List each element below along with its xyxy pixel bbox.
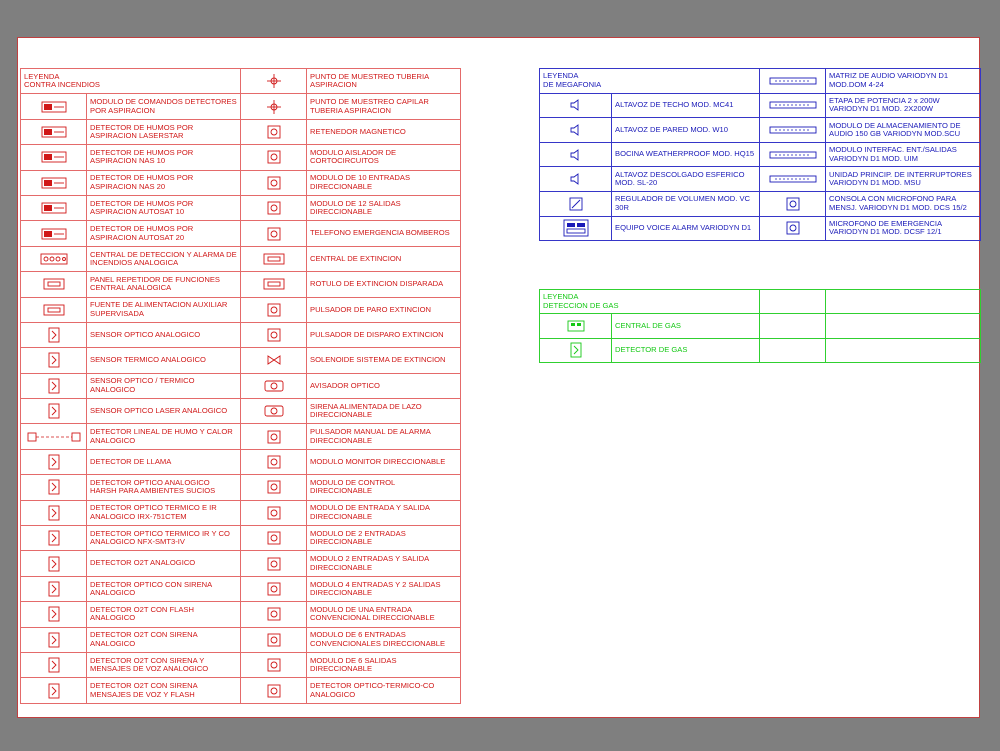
empty-cell	[826, 314, 981, 338]
gas-detector-icon	[540, 338, 612, 362]
legend-label: MODULO 4 ENTRADAS Y 2 SALIDAS DIRECCIONABLE	[307, 576, 461, 601]
legend-label: MODULO DE CONTROL DIRECCIONABLE	[307, 475, 461, 500]
legend-label: UNIDAD PRINCIP. DE INTERRUPTORES VARIODYN D1 MOD. MSU	[826, 167, 981, 192]
legend-label: SENSOR OPTICO LASER ANALOGICO	[87, 399, 241, 424]
o2t-flash-detector-icon	[21, 602, 87, 627]
legend-label: MODULO INTERFAC. ENT./SALIDAS VARIODYN D1 MOD. UIM	[826, 142, 981, 167]
optical-thermal-co-icon	[241, 678, 307, 703]
legend-label: DETECTOR DE HUMOS POR ASPIRACION LASERSTAR	[87, 119, 241, 144]
thermal-sensor-icon	[21, 348, 87, 373]
nas20-detector-icon	[21, 170, 87, 195]
output12-module-icon	[241, 195, 307, 220]
gas-legend-table	[539, 289, 981, 363]
empty-cell	[760, 290, 826, 314]
legend-label: CENTRAL DE DETECCION Y ALARMA DE INCENDIOS ANALOGICA	[87, 246, 241, 271]
fire-legend-table	[20, 68, 461, 704]
power-stage-icon	[760, 93, 826, 118]
legend-label: SENSOR OPTICO ANALOGICO	[87, 322, 241, 347]
volume-regulator-icon	[540, 191, 612, 216]
capillary-sampling-point-icon	[241, 94, 307, 119]
legend-label: DETECTOR O2T ANALOGICO	[87, 551, 241, 576]
legend-label: MODULO DE 2 ENTRADAS DIRECCIONABLE	[307, 526, 461, 551]
legend-label: EQUIPO VOICE ALARM VARIODYN D1	[612, 216, 760, 241]
legend-label: PULSADOR DE DISPARO EXTINCION	[307, 322, 461, 347]
input2-module-icon	[241, 526, 307, 551]
legend-label: MODULO DE 6 SALIDAS DIRECCIONABLE	[307, 652, 461, 677]
io2-module-icon	[241, 551, 307, 576]
firefighter-phone-icon	[241, 221, 307, 246]
legend-label: CONSOLA CON MICROFONO PARA MENSJ. VARIODYN D1 MOD. DCS 15/2	[826, 191, 981, 216]
empty-cell	[826, 290, 981, 314]
io4-2-module-icon	[241, 576, 307, 601]
legend-label: MODULO DE 6 ENTRADAS CONVENCIONALES DIRECCIONABLE	[307, 627, 461, 652]
interface-module-icon	[760, 142, 826, 167]
siren-detector-icon	[21, 576, 87, 601]
legend-label: DETECTOR OPTICO-TERMICO-CO ANALOGICO	[307, 678, 461, 703]
legend-label: DETECTOR O2T CON SIRENA ANALOGICO	[87, 627, 241, 652]
legend-label: DETECTOR OPTICO CON SIRENA ANALOGICO	[87, 576, 241, 601]
legend-label: DETECTOR OPTICO ANALOGICO HARSH PARA AMBIENTES SUCIOS	[87, 475, 241, 500]
legend-label: REGULADOR DE VOLUMEN MOD. VC 30R	[612, 191, 760, 216]
legend-label: FUENTE DE ALIMENTACION AUXILIAR SUPERVISADA	[87, 297, 241, 322]
audio-matrix-icon	[760, 69, 826, 94]
legend-label: DETECTOR DE GAS	[612, 338, 760, 362]
extinction-panel-icon	[241, 246, 307, 271]
conventional-input-module-icon	[241, 602, 307, 627]
legend-label: DETECTOR OPTICO TERMICO IR Y CO ANALOGICO NFX-SMT3-IV	[87, 526, 241, 551]
optical-warning-icon	[241, 373, 307, 398]
microphone-console-icon	[760, 191, 826, 216]
analog-panel-icon	[21, 246, 87, 271]
legend-label: ALTAVOZ DE PARED MOD. W10	[612, 118, 760, 143]
emergency-mic-icon	[760, 216, 826, 241]
trigger-button-icon	[241, 322, 307, 347]
io-module-icon	[241, 500, 307, 525]
harsh-detector-icon	[21, 475, 87, 500]
legend-label: PUNTO DE MUESTREO CAPILAR TUBERIA ASPIRACION	[307, 94, 461, 119]
o2t-voice-flash-detector-icon	[21, 678, 87, 703]
output6-module-icon	[241, 652, 307, 677]
legend-label: MODULO DE ENTRADA Y SALIDA DIRECCIONABLE	[307, 500, 461, 525]
magnetic-retainer-icon	[241, 119, 307, 144]
legend-label: DETECTOR DE HUMOS POR ASPIRACION NAS 10	[87, 145, 241, 170]
wall-speaker-icon	[540, 118, 612, 143]
legend-label: DETECTOR DE LLAMA	[87, 449, 241, 474]
empty-cell	[826, 338, 981, 362]
legend-label: ROTULO DE EXTINCION DISPARADA	[307, 272, 461, 297]
drawing-sheet	[17, 37, 980, 718]
empty-cell	[760, 338, 826, 362]
optical-sensor-icon	[21, 322, 87, 347]
legend-label: MODULO DE ALMACENAMIENTO DE AUDIO 150 GB VARIODYN MOD.SCU	[826, 118, 981, 143]
legend-label: MODULO DE COMANDOS DETECTORES POR ASPIRACION	[87, 94, 241, 119]
co-detector-icon	[21, 526, 87, 551]
legend-label: PULSADOR DE PARO EXTINCION	[307, 297, 461, 322]
manual-call-point-icon	[241, 424, 307, 449]
legend-label: DETECTOR O2T CON SIRENA MENSAJES DE VOZ Y FLASH	[87, 678, 241, 703]
control-module-icon	[241, 475, 307, 500]
legend-label: DETECTOR O2T CON FLASH ANALOGICO	[87, 602, 241, 627]
beam-detector-icon	[21, 424, 87, 449]
conventional-input6-module-icon	[241, 627, 307, 652]
loop-siren-icon	[241, 399, 307, 424]
solenoid-icon	[241, 348, 307, 373]
extinction-sign-icon	[241, 272, 307, 297]
repeater-panel-icon	[21, 272, 87, 297]
legend-label: PULSADOR MANUAL DE ALARMA DIRECCIONABLE	[307, 424, 461, 449]
legend-label: MATRIZ DE AUDIO VARIODYN D1 MOD.DOM 4-24	[826, 69, 981, 94]
legend-label: SENSOR TERMICO ANALOGICO	[87, 348, 241, 373]
legend-label: CENTRAL DE EXTINCION	[307, 246, 461, 271]
laser-aspiration-detector-icon	[21, 119, 87, 144]
legend-label: TELEFONO EMERGENCIA BOMBEROS	[307, 221, 461, 246]
nas10-detector-icon	[21, 145, 87, 170]
legend-label: AVISADOR OPTICO	[307, 373, 461, 398]
gas-panel-icon	[540, 314, 612, 338]
legend-label: DETECTOR O2T CON SIRENA Y MENSAJES DE VOZ ANALOGICO	[87, 652, 241, 677]
o2t-voice-detector-icon	[21, 652, 87, 677]
legend-label: SIRENA ALIMENTADA DE LAZO DIRECCIONABLE	[307, 399, 461, 424]
monitor-module-icon	[241, 449, 307, 474]
legend-label: CENTRAL DE GAS	[612, 314, 760, 338]
legend-label: SOLENOIDE SISTEMA DE EXTINCION	[307, 348, 461, 373]
legend-label: DETECTOR OPTICO TERMICO E IR ANALOGICO IRX-751CTEM	[87, 500, 241, 525]
input10-module-icon	[241, 170, 307, 195]
legend-label: MODULO AISLADOR DE CORTOCIRCUITOS	[307, 145, 461, 170]
megafonia-legend-title: LEYENDA DE MEGAFONIA	[540, 69, 760, 94]
o2t-siren-detector-icon	[21, 627, 87, 652]
empty-cell	[760, 314, 826, 338]
module-command-icon	[21, 94, 87, 119]
short-circuit-isolator-icon	[241, 145, 307, 170]
legend-label: ALTAVOZ DE TECHO MOD. MC41	[612, 93, 760, 118]
fire-legend-title: LEYENDA CONTRA INCENDIOS	[21, 69, 241, 94]
legend-label: BOCINA WEATHERPROOF MOD. HQ15	[612, 142, 760, 167]
gas-legend-title: LEYENDA DETECCION DE GAS	[540, 290, 760, 314]
legend-label: SENSOR OPTICO / TERMICO ANALOGICO	[87, 373, 241, 398]
storage-module-icon	[760, 118, 826, 143]
legend-label: MODULO DE 10 ENTRADAS DIRECCIONABLE	[307, 170, 461, 195]
o2t-detector-icon	[21, 551, 87, 576]
optical-thermal-sensor-icon	[21, 373, 87, 398]
legend-label: PANEL REPETIDOR DE FUNCIONES CENTRAL ANALOGICA	[87, 272, 241, 297]
flame-detector-icon	[21, 449, 87, 474]
autosat10-detector-icon	[21, 195, 87, 220]
breaker-unit-icon	[760, 167, 826, 192]
legend-label: DETECTOR DE HUMOS POR ASPIRACION AUTOSAT 20	[87, 221, 241, 246]
legend-label: MICROFONO DE EMERGENCIA VARIODYN D1 MOD. DCSF 12/1	[826, 216, 981, 241]
autosat20-detector-icon	[21, 221, 87, 246]
laser-sensor-icon	[21, 399, 87, 424]
power-supply-icon	[21, 297, 87, 322]
legend-label: MODULO MONITOR DIRECCIONABLE	[307, 449, 461, 474]
legend-label: DETECTOR LINEAL DE HUMO Y CALOR ANALOGICO	[87, 424, 241, 449]
megafonia-legend-table	[539, 68, 981, 241]
ir-detector-icon	[21, 500, 87, 525]
ceiling-speaker-icon	[540, 93, 612, 118]
sampling-point-icon	[241, 69, 307, 94]
legend-label: DETECTOR DE HUMOS POR ASPIRACION AUTOSAT 10	[87, 195, 241, 220]
voice-alarm-icon	[540, 216, 612, 241]
legend-label: DETECTOR DE HUMOS POR ASPIRACION NAS 20	[87, 170, 241, 195]
legend-label: ETAPA DE POTENCIA 2 x 200W VARIODYN D1 MOD. 2X200W	[826, 93, 981, 118]
legend-label: PUNTO DE MUESTREO TUBERIA ASPIRACION	[307, 69, 461, 94]
legend-label: RETENEDOR MAGNETICO	[307, 119, 461, 144]
legend-label: MODULO DE UNA ENTRADA CONVENCIONAL DIRECCIONABLE	[307, 602, 461, 627]
legend-label: MODULO DE 12 SALIDAS DIRECCIONABLE	[307, 195, 461, 220]
legend-label: MODULO 2 ENTRADAS Y SALIDA DIRECCIONABLE	[307, 551, 461, 576]
horn-speaker-icon	[540, 142, 612, 167]
stop-button-icon	[241, 297, 307, 322]
spherical-speaker-icon	[540, 167, 612, 192]
legend-label: ALTAVOZ DESCOLGADO ESFERICO MOD. SL-20	[612, 167, 760, 192]
